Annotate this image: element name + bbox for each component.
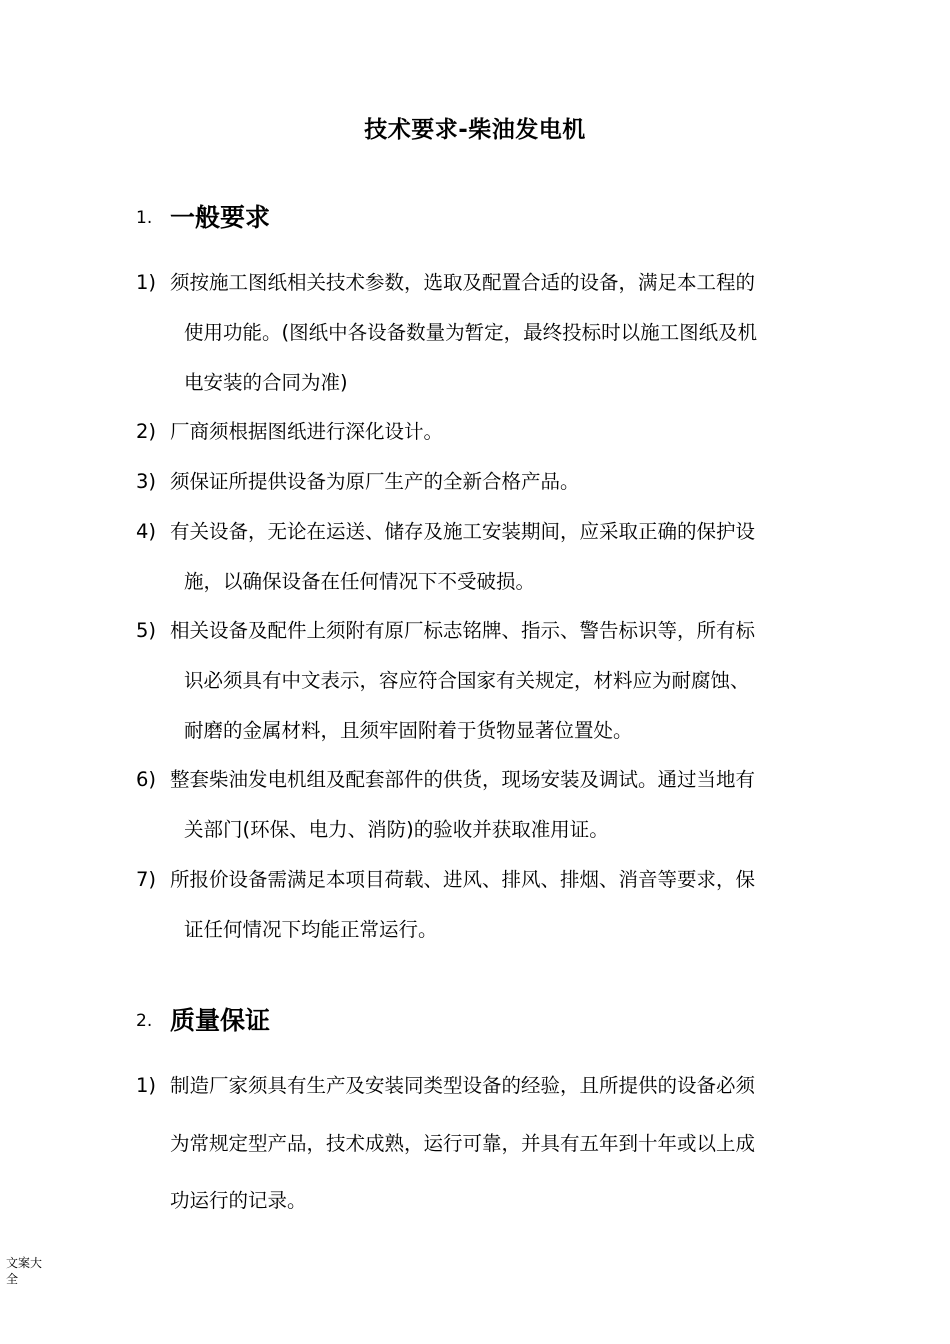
item-number: 2): [136, 420, 157, 443]
item-text-line: 相关设备及配件上须附有原厂标志铭牌、指示、警告标识等，所有标: [170, 619, 756, 642]
item-text-line: 功运行的记录。: [170, 1189, 307, 1212]
list-item: [136, 507, 826, 607]
list-item: [136, 855, 826, 955]
item-text-line: 有关设备，无论在运送、储存及施工安装期间，应采取正确的保护设: [170, 520, 756, 543]
item-text-line: 关部门(环保、电力、消防)的验收并获取准用证。: [184, 817, 609, 841]
document-title: 技术要求-柴油发电机: [364, 117, 586, 143]
item-text-line: 为常规定型产品，技术成熟，运行可靠，并具有五年到十年或以上成: [170, 1131, 756, 1155]
item-text-line: 厂商须根据图纸进行深化设计。: [170, 420, 444, 443]
item-text-line: 使用功能。(图纸中各设备数量为暂定，最终投标时以施工图纸及机: [184, 320, 758, 344]
item-text-line: 整套柴油发电机组及配套部件的供货，现场安装及调试。通过当地有: [170, 768, 756, 791]
item-number: 4): [136, 520, 157, 543]
footer-note-line: 全: [6, 1272, 19, 1286]
section-title: 一般要求: [170, 203, 271, 232]
section-title: 质量保证: [170, 1006, 271, 1035]
item-number: 7): [136, 868, 157, 891]
item-text-line: 所报价设备需满足本项目荷载、进风、排风、排烟、消音等要求，保: [170, 868, 756, 891]
list-item: [136, 1057, 826, 1230]
footer-note: [6, 1255, 52, 1287]
list-item: [136, 457, 826, 507]
list-item: [136, 258, 826, 407]
item-number: 1): [136, 271, 157, 294]
item-text-line: 耐磨的金属材料，且须牢固附着于货物显著位置处。: [184, 718, 633, 742]
item-text-line: 电安装的合同为准): [184, 370, 348, 394]
section-number: 2.: [136, 1011, 153, 1031]
section-heading-general-requirements: [136, 198, 270, 238]
item-text-line: 识必须具有中文表示，容应符合国家有关规定，材料应为耐腐蚀、: [184, 668, 750, 692]
list-item: [136, 755, 826, 855]
section-heading-quality-assurance: [136, 1001, 270, 1041]
item-text-line: 须按施工图纸相关技术参数，选取及配置合适的设备，满足本工程的: [170, 271, 756, 294]
item-text-line: 制造厂家须具有生产及安装同类型设备的经验，且所提供的设备必须: [170, 1074, 756, 1097]
item-text-line: 施，以确保设备在任何情况下不受破损。: [184, 569, 536, 593]
item-number: 1): [136, 1074, 157, 1097]
item-number: 5): [136, 619, 157, 642]
item-text-line: 证任何情况下均能正常运行。: [184, 917, 438, 941]
list-item: [136, 606, 826, 755]
footer-note-line: 文案大: [6, 1256, 43, 1270]
item-text-line: 须保证所提供设备为原厂生产的全新合格产品。: [170, 470, 580, 493]
item-number: 3): [136, 470, 157, 493]
section-number: 1.: [136, 208, 153, 228]
list-item: [136, 407, 826, 457]
item-number: 6): [136, 768, 157, 791]
